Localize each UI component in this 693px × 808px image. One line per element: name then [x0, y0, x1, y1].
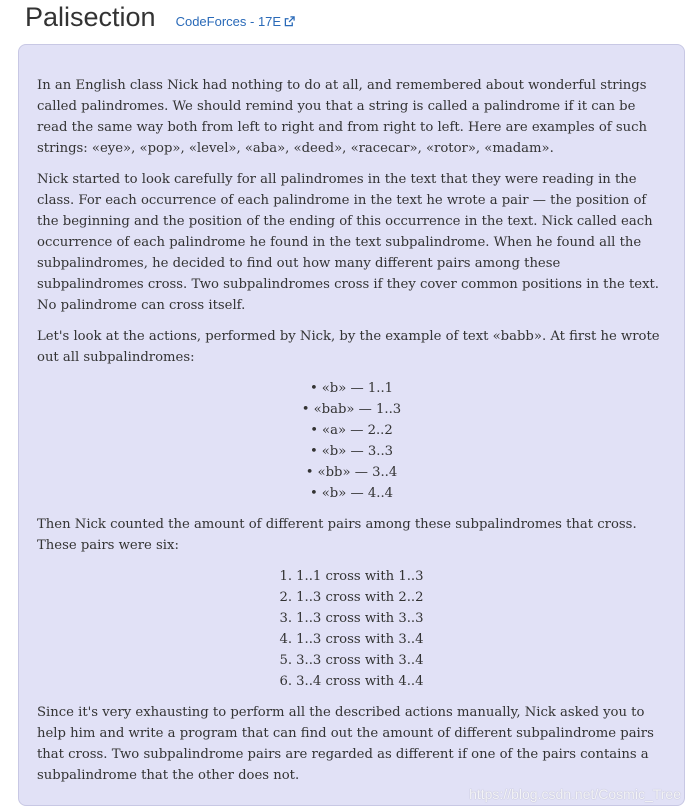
list-item — [37, 671, 666, 692]
list-item-number: 6. — [279, 674, 293, 689]
list-item-text: 1..3 cross with 3..4 — [296, 632, 424, 647]
list-item-text: 1..1 cross with 1..3 — [296, 569, 424, 584]
statement-paragraph-1: In an English class Nick had nothing to do at all, and remembered about wonderful strings called palindromes. We should remind you that a string is called a palindrome if it can be read the same way both from left to right and from right to left. Here are examples of such strings: «eye», «pop», «level», «aba», «deed», «racecar», «rotor», «madam». — [37, 78, 648, 156]
list-item-text: 3..4 cross with 4..4 — [296, 674, 424, 689]
problem-statement-panel — [18, 44, 685, 806]
watermark: https://blog.csdn.net/Cosmic_Tree — [469, 786, 681, 802]
list-item: • «a» — 2..2 — [37, 420, 666, 441]
list-item-number: 2. — [279, 590, 293, 605]
statement-paragraph-3: Let's look at the actions, performed by Nick, by the example of text «babb». At first he wrote out all subpalindromes: — [37, 329, 660, 365]
list-item-number: 3. — [279, 611, 293, 626]
statement-paragraph-4: Then Nick counted the amount of different pairs among these subpalindromes that cross. These pairs were six: — [37, 517, 637, 553]
list-item — [37, 629, 666, 650]
list-item-number: 4. — [279, 632, 293, 647]
subpalindrome-list — [37, 378, 666, 504]
list-item — [37, 608, 666, 629]
list-item: • «bab» — 1..3 — [37, 399, 666, 420]
list-item — [37, 587, 666, 608]
list-item — [37, 650, 666, 671]
source-link[interactable] — [176, 14, 296, 29]
page-header — [25, 0, 295, 36]
list-item: • «b» — 1..1 — [37, 378, 666, 399]
list-item-number: 1. — [279, 569, 293, 584]
list-item-number: 5. — [279, 653, 293, 668]
list-item-text: 1..3 cross with 2..2 — [296, 590, 424, 605]
list-item: • «b» — 3..3 — [37, 441, 666, 462]
statement-paragraph-5: Since it's very exhausting to perform all the described actions manually, Nick asked you to help him and write a program that can find out the amount of different subpalindrome pairs that cross. Two subpalindrome pairs are regarded as different if one of the pairs contains a subpalindrome that the other does not. — [37, 705, 654, 783]
list-item-text: 3..3 cross with 3..4 — [296, 653, 424, 668]
list-item — [37, 566, 666, 587]
list-item-text: 1..3 cross with 3..3 — [296, 611, 424, 626]
external-link-icon — [284, 16, 295, 27]
source-link-label: CodeForces - 17E — [175, 14, 282, 29]
crossing-pairs-list — [37, 566, 666, 692]
list-item: • «bb» — 3..4 — [37, 462, 666, 483]
list-item: • «b» — 4..4 — [37, 483, 666, 504]
statement-paragraph-2: Nick started to look carefully for all palindromes in the text that they were reading in the class. For each occurrence of each palindrome in the text he wrote a pair — the position of the beginning and the position of the ending of this occurrence in the text. Nick called each occurrence of each palindrome he found in the text subpalindrome. When he found all the subpalindromes, he decided to find out how many different pairs among these subpalindromes cross. Two subpalindromes cross if they cover common positions in the text. No palindrome can cross itself. — [37, 172, 659, 313]
page-title: Palisection — [25, 2, 156, 32]
